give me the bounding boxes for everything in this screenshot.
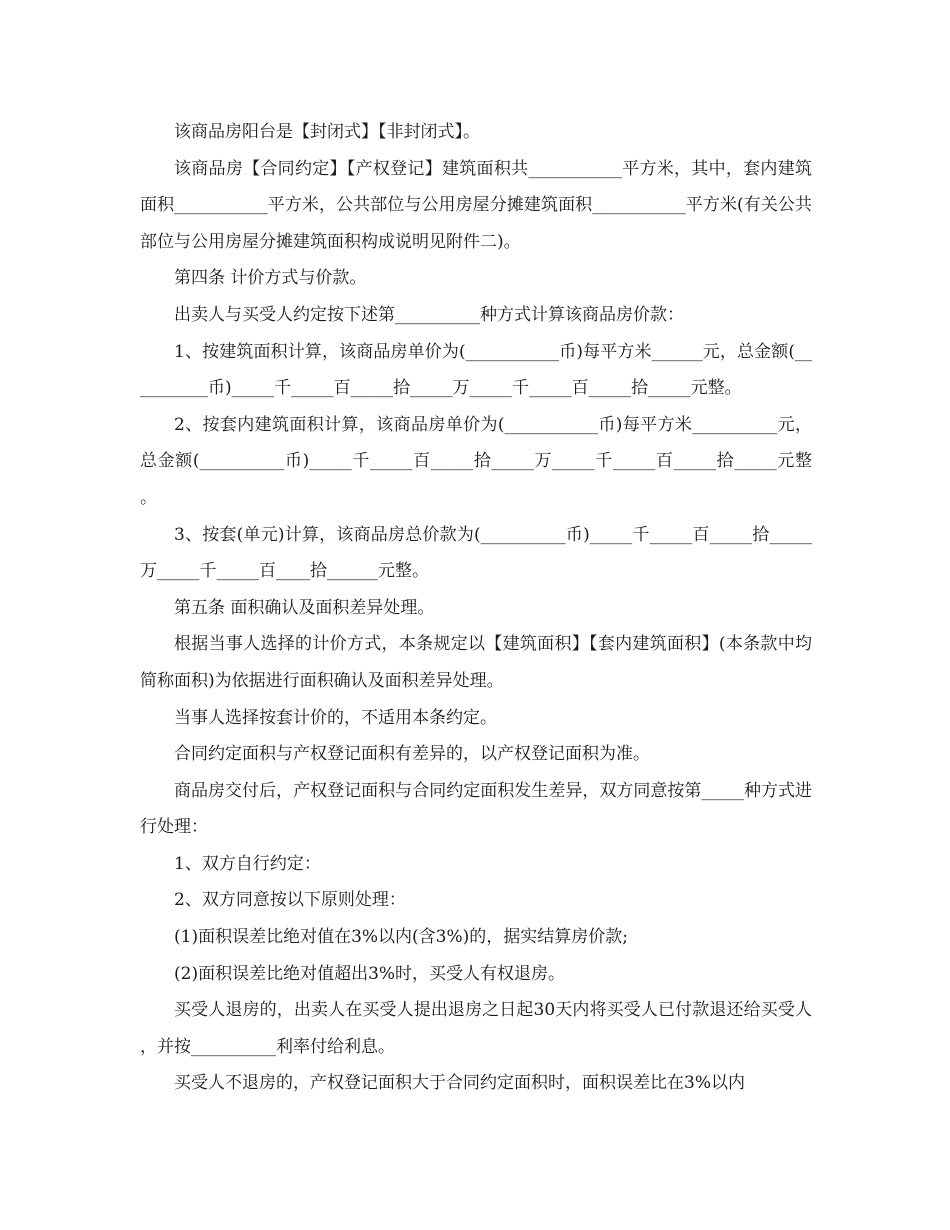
list-item-rule-2: (2)面积误差比绝对值超出3%时，买受人有权退房。 — [174, 963, 566, 984]
list-item-rule-1: (1)面积误差比绝对值在3%以内(含3%)的，据实结算房价款; — [174, 927, 629, 948]
list-item-option-2: 2、双方同意按以下原则处理： — [174, 890, 406, 911]
paragraph-pricing-option-1: 1、按建筑面积计算，该商品房单价为(___________币)每平方米______元，总金额(__________币)_____千_____百_____拾_____万_____千_____百_____拾_____元整。 — [140, 341, 812, 399]
section-heading-article-4: 第四条 计价方式与价款。 — [174, 268, 367, 289]
paragraph-area-total: 该商品房【合同约定】【产权登记】建筑面积共___________平方米，其中，套内建筑面积___________平方米，公共部位与公用房屋分摊建筑面积___________平方米(有关公共部位与公用房屋分摊建筑面积构成说明见附件二)。 — [140, 158, 812, 252]
paragraph-refund-terms: 买受人退房的，出卖人在买受人提出退房之日起30天内将买受人已付款退还给买受人，并按__________利率付给利息。 — [140, 1000, 812, 1057]
document-body — [140, 114, 812, 1102]
paragraph-package-exclusion: 当事人选择按套计价的，不适用本条约定。 — [174, 707, 497, 728]
paragraph-difference-handling: 商品房交付后，产权登记面积与合同约定面积发生差异，双方同意按第_____种方式进行处理： — [140, 780, 812, 838]
paragraph-registered-area-rule: 合同约定面积与产权登记面积有差异的，以产权登记面积为准。 — [174, 744, 650, 765]
paragraph-pricing-option-2: 2、按套内建筑面积计算，该商品房单价为(___________币)每平方米__________元，总金额(__________币)_____千_____百_____拾_____万_____千_____百_____拾_____元整。 — [140, 414, 812, 508]
paragraph-area-basis: 根据当事人选择的计价方式，本条规定以【建筑面积】【套内建筑面积】(本条款中均简称面积)为依据进行面积确认及面积差异处理。 — [140, 634, 812, 691]
paragraph-balcony: 该商品房阳台是【封闭式】【非封闭式】。 — [174, 122, 480, 142]
list-item-option-1: 1、双方自行约定： — [174, 853, 321, 874]
paragraph-pricing-method: 出卖人与买受人约定按下述第__________种方式计算该商品房价款： — [174, 304, 684, 325]
paragraph-pricing-option-3: 3、按套(单元)计算，该商品房总价款为(__________币)_____千_____百_____拾_____万_____千_____百____拾______元整。 — [140, 524, 812, 582]
paragraph-no-refund-terms: 买受人不退房的，产权登记面积大于合同约定面积时，面积误差比在3%以内 — [174, 1073, 745, 1094]
section-heading-article-5: 第五条 面积确认及面积差异处理。 — [174, 597, 435, 618]
